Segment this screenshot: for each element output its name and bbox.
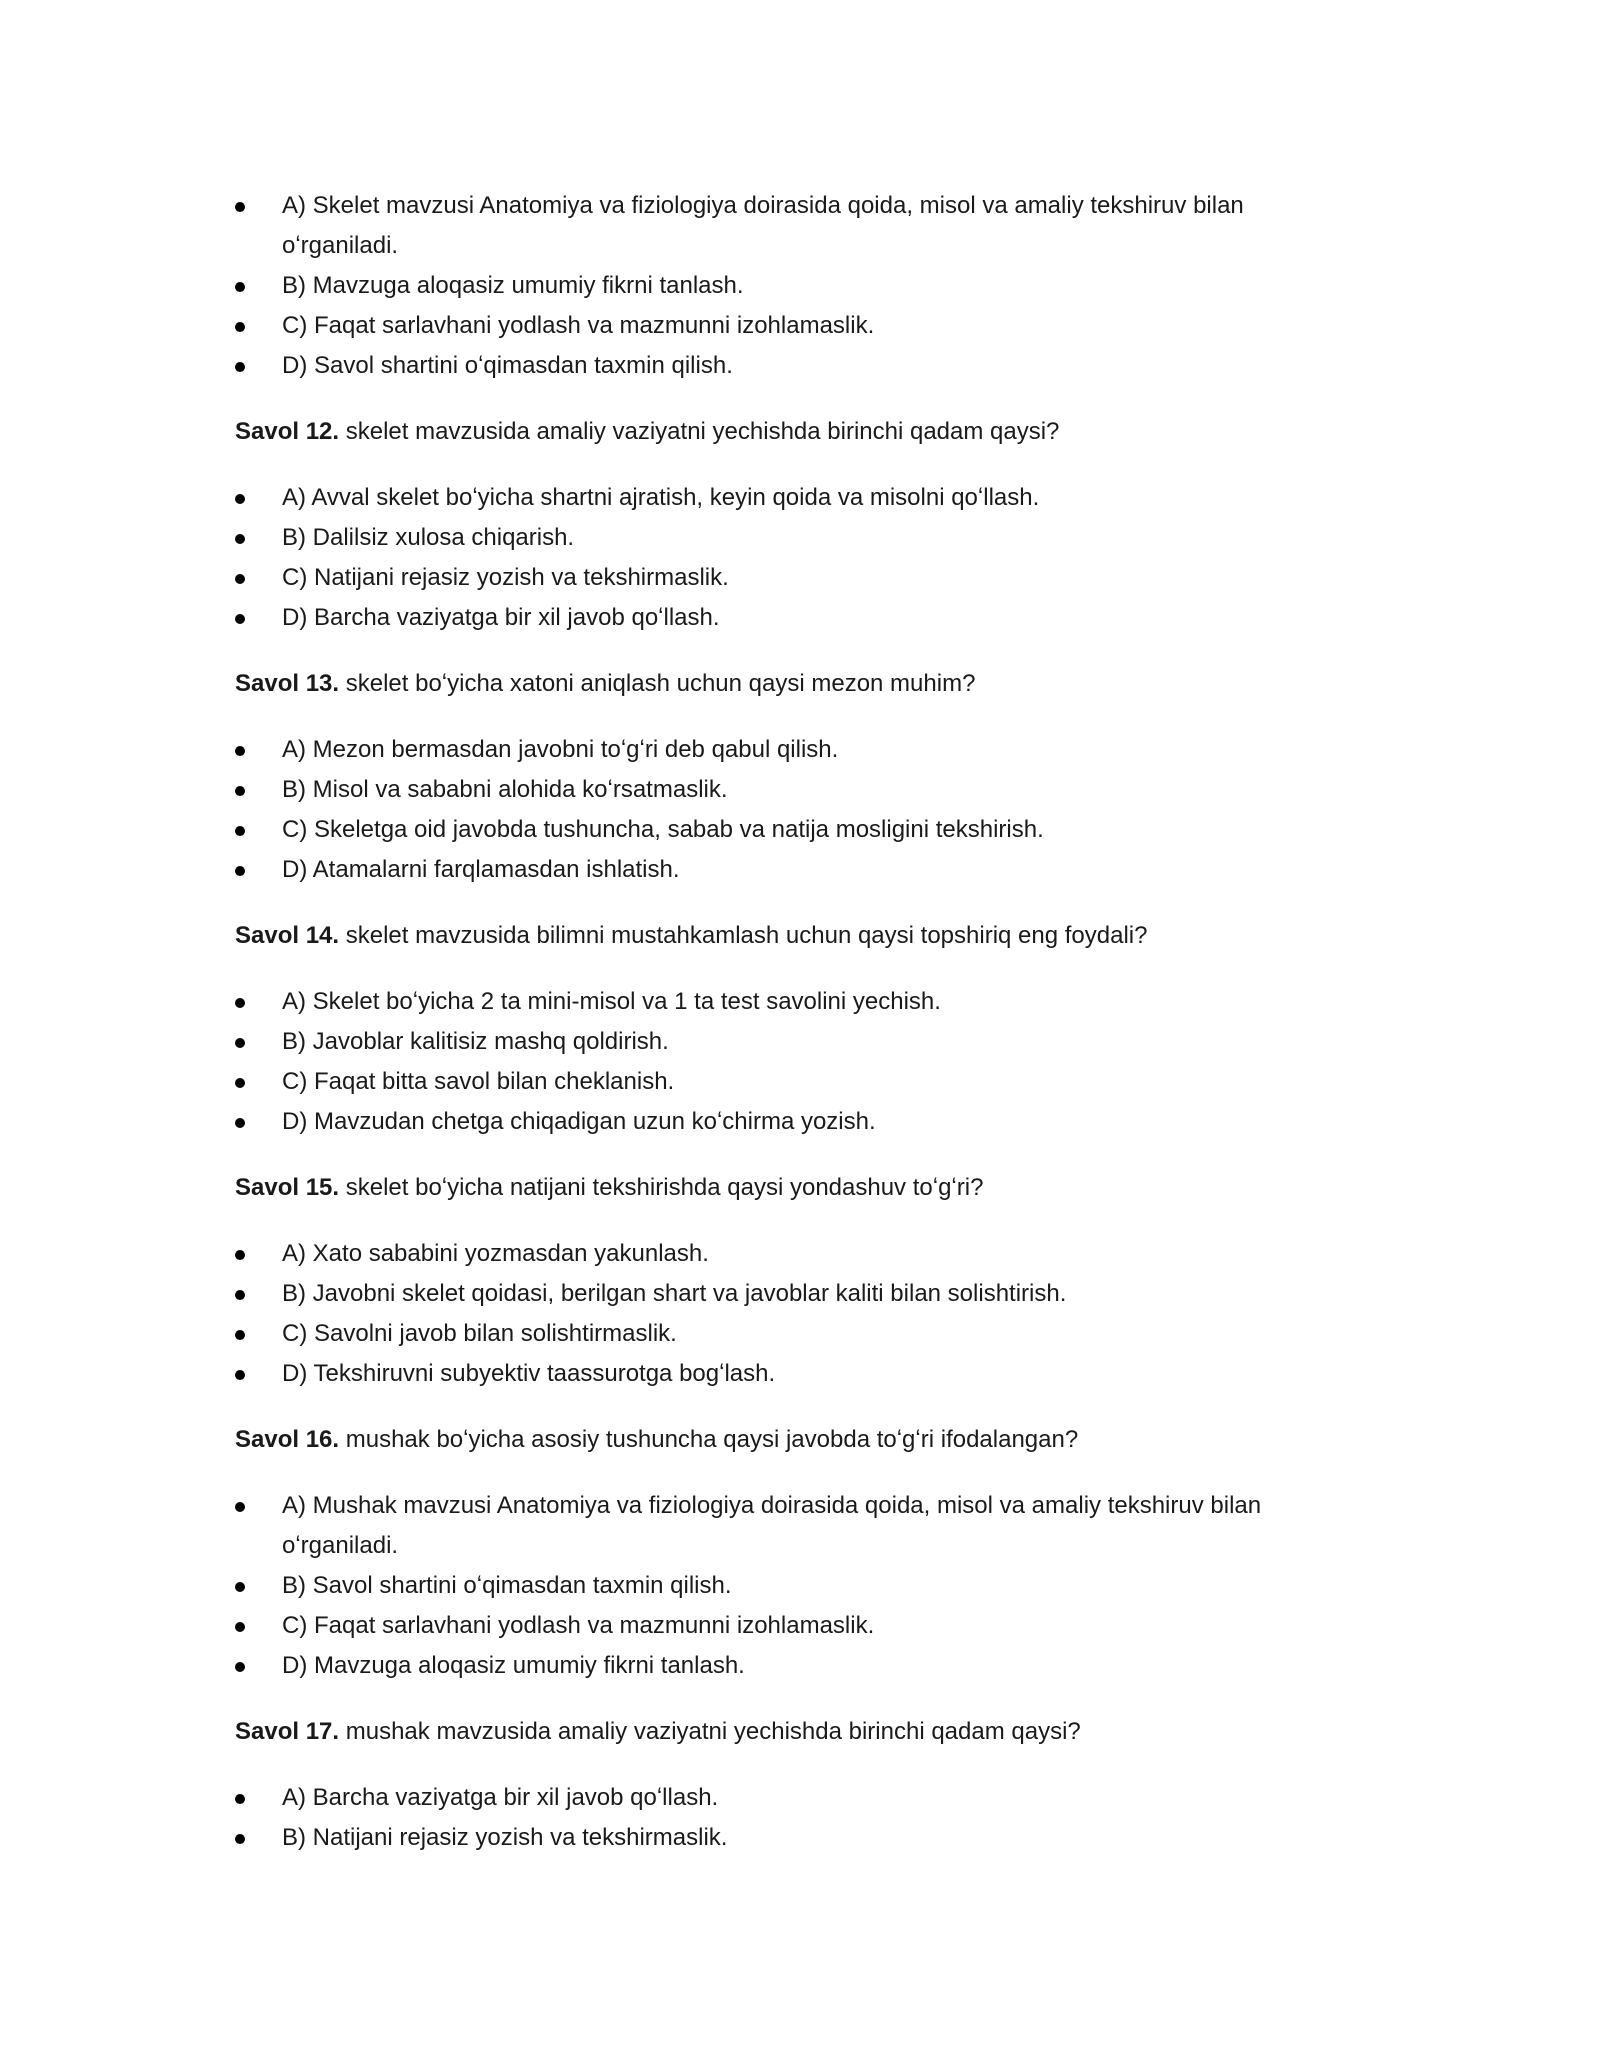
bullet-icon (235, 1582, 245, 1592)
bullet-icon (235, 746, 245, 756)
bullet-icon (235, 1502, 245, 1512)
question-number: Savol 17. (235, 1718, 340, 1745)
option-text: D) Barcha vaziyatga bir xil javob qoʻllash. (282, 604, 720, 631)
option-item (235, 1274, 1365, 1314)
option-text: B) Javobni skelet qoidasi, berilgan shart va javoblar kaliti bilan solishtirish. (282, 1280, 1067, 1307)
option-text: D) Mavzudan chetga chiqadigan uzun koʻchirma yozish. (282, 1108, 876, 1135)
option-text: C) Savolni javob bilan solishtirmaslik. (282, 1320, 677, 1347)
option-text: A) Xato sababini yozmasdan yakunlash. (282, 1240, 709, 1267)
option-text: B) Javoblar kalitisiz mashq qoldirish. (282, 1028, 669, 1055)
option-list (235, 478, 1365, 638)
option-text: D) Atamalarni farqlamasdan ishlatish. (282, 856, 680, 883)
bullet-icon (235, 998, 245, 1008)
option-text: C) Skeletga oid javobda tushuncha, sabab va natija mosligini tekshirish. (282, 816, 1044, 843)
option-text: B) Mavzuga aloqasiz umumiy fikrni tanlash. (282, 272, 744, 299)
question-16 (235, 1420, 1365, 1460)
option-item (235, 1354, 1365, 1394)
bullet-icon (235, 1118, 245, 1128)
option-item (235, 730, 1365, 770)
bullet-icon (235, 282, 245, 292)
option-list (235, 186, 1365, 386)
option-item (235, 1234, 1365, 1274)
option-item (235, 982, 1365, 1022)
bullet-icon (235, 866, 245, 876)
option-item (235, 1486, 1365, 1566)
option-item (235, 266, 1365, 306)
option-text: C) Faqat bitta savol bilan cheklanish. (282, 1068, 675, 1095)
bullet-icon (235, 322, 245, 332)
option-text: B) Savol shartini oʻqimasdan taxmin qilish. (282, 1572, 732, 1599)
bullet-icon (235, 1794, 245, 1804)
option-text: D) Tekshiruvni subyektiv taassurotga bogʻlash. (282, 1360, 776, 1387)
bullet-icon (235, 614, 245, 624)
bullet-icon (235, 202, 245, 212)
option-item (235, 478, 1365, 518)
bullet-icon (235, 1834, 245, 1844)
option-item (235, 1646, 1365, 1686)
question-text: skelet mavzusida bilimni mustahkamlash uchun qaysi topshiriq eng foydali? (345, 922, 1148, 949)
bullet-icon (235, 1250, 245, 1260)
bullet-icon (235, 1622, 245, 1632)
question-text: skelet boʻyicha natijani tekshirishda qaysi yondashuv toʻgʻri? (345, 1174, 984, 1201)
bullet-icon (235, 826, 245, 836)
option-item (235, 1778, 1365, 1818)
option-item (235, 598, 1365, 638)
option-item (235, 1606, 1365, 1646)
bullet-icon (235, 1078, 245, 1088)
question-number: Savol 15. (235, 1174, 340, 1201)
bullet-icon (235, 786, 245, 796)
option-item (235, 186, 1365, 266)
option-text: A) Skelet boʻyicha 2 ta mini-misol va 1 ta test savolini yechish. (282, 988, 941, 1015)
question-text: mushak mavzusida amaliy vaziyatni yechishda birinchi qadam qaysi? (345, 1718, 1081, 1745)
option-text: A) Skelet mavzusi Anatomiya va fiziologiya doirasida qoida, misol va amaliy tekshiruv bilan oʻrganiladi. (282, 192, 1244, 259)
option-list (235, 1778, 1365, 1858)
option-text: A) Avval skelet boʻyicha shartni ajratish, keyin qoida va misolni qoʻllash. (282, 484, 1040, 511)
option-text: A) Barcha vaziyatga bir xil javob qoʻllash. (282, 1784, 719, 1811)
bullet-icon (235, 1662, 245, 1672)
option-list (235, 730, 1365, 890)
option-text: B) Misol va sababni alohida koʻrsatmaslik. (282, 776, 728, 803)
option-text: A) Mezon bermasdan javobni toʻgʻri deb qabul qilish. (282, 736, 839, 763)
question-number: Savol 14. (235, 922, 340, 949)
question-13 (235, 664, 1365, 704)
option-item (235, 1566, 1365, 1606)
option-item (235, 810, 1365, 850)
option-item (235, 1062, 1365, 1102)
bullet-icon (235, 534, 245, 544)
option-list (235, 1486, 1365, 1686)
bullet-icon (235, 1370, 245, 1380)
question-number: Savol 16. (235, 1426, 340, 1453)
option-text: A) Mushak mavzusi Anatomiya va fiziologiya doirasida qoida, misol va amaliy tekshiruv bilan oʻrganiladi. (282, 1492, 1262, 1559)
question-15 (235, 1168, 1365, 1208)
option-item (235, 1022, 1365, 1062)
bullet-icon (235, 1038, 245, 1048)
document-page (235, 186, 1365, 1858)
question-text: mushak boʻyicha asosiy tushuncha qaysi javobda toʻgʻri ifodalangan? (345, 1426, 1079, 1453)
option-list (235, 1234, 1365, 1394)
question-text: skelet boʻyicha xatoni aniqlash uchun qaysi mezon muhim? (345, 670, 976, 697)
option-text: B) Dalilsiz xulosa chiqarish. (282, 524, 575, 551)
option-item (235, 1818, 1365, 1858)
bullet-icon (235, 1330, 245, 1340)
bullet-icon (235, 494, 245, 504)
question-12 (235, 412, 1365, 452)
bullet-icon (235, 1290, 245, 1300)
bullet-icon (235, 362, 245, 372)
option-item (235, 346, 1365, 386)
option-item (235, 306, 1365, 346)
option-item (235, 518, 1365, 558)
option-item (235, 1314, 1365, 1354)
option-text: D) Mavzuga aloqasiz umumiy fikrni tanlash. (282, 1652, 745, 1679)
question-number: Savol 13. (235, 670, 340, 697)
option-list (235, 982, 1365, 1142)
option-item (235, 1102, 1365, 1142)
question-text: skelet mavzusida amaliy vaziyatni yechishda birinchi qadam qaysi? (345, 418, 1060, 445)
question-14 (235, 916, 1365, 956)
option-text: C) Faqat sarlavhani yodlash va mazmunni izohlamaslik. (282, 1612, 875, 1639)
option-text: D) Savol shartini oʻqimasdan taxmin qilish. (282, 352, 733, 379)
option-item (235, 850, 1365, 890)
option-text: C) Natijani rejasiz yozish va tekshirmaslik. (282, 564, 729, 591)
bullet-icon (235, 574, 245, 584)
question-number: Savol 12. (235, 418, 340, 445)
option-text: B) Natijani rejasiz yozish va tekshirmaslik. (282, 1824, 728, 1851)
option-text: C) Faqat sarlavhani yodlash va mazmunni izohlamaslik. (282, 312, 875, 339)
question-17 (235, 1712, 1365, 1752)
option-item (235, 770, 1365, 810)
option-item (235, 558, 1365, 598)
